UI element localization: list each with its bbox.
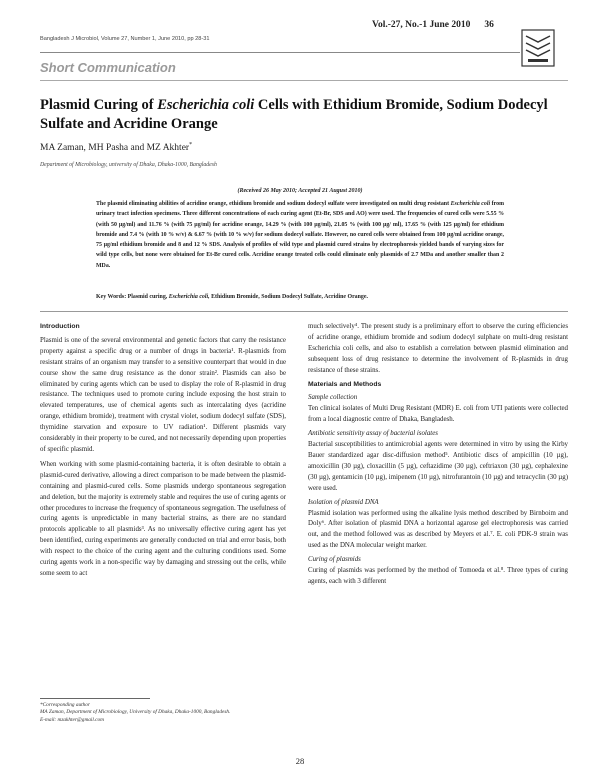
footnote-corresponding: *Corresponding author	[40, 702, 90, 708]
author-list: MA Zaman, MH Pasha and MZ Akhter*	[40, 142, 193, 154]
volume-text: Vol.-27, No.-1 June 2010	[372, 20, 471, 30]
footnote-address: MA Zaman, Department of Microbiology, University of Dhaka, Dhaka-1000, Bangladesh.	[40, 709, 231, 716]
footnote-email: E-mail: mzakhter@gmail.com	[40, 716, 105, 723]
received-dates: (Received 26 May 2010; Accepted 21 August 2010)	[237, 188, 363, 194]
sensitivity-assay-heading: Antibiotic sensitivity assay of bacterial isolates	[308, 430, 438, 438]
abstract: The plasmid eliminating abilities of acridine orange, ethidium bromide and sodium dodecyl sulfate were investigated on multi drug resistant Escherichia coli from urinary tract infection specimens. Three different concentrations of each curing agent (Et-Br, SDS and AO) were used. The frequencies of cured cells were 5.55 % (with 50 µg/ml) and 11.76 % (with 75 µg/ml) for acridine orange, 14.29 % (with 100 µg/ml), 21.05 % (with 100 µg/ ml), 17.65 % (with 125 µg/ml) for ethidium bromide and 7.4 % (with 10 % w/v) & 6.67 % (with 10 % w/v) for sodium dodecyl sulfate. However, no cured cells were obtained from 100 µg/ml acridine orange, 75 µg/ml ethidium bromide and 8 and 12 % SDS. Analysis of profiles of wild type and plasmid cured strains by electrophoresis yielded bands of varying sizes for wild type cells, but none were obtained for Et-Br cured cells. Acridine orange treated cells could eliminate only plasmids of 2.7 MDa and another smaller than 2 MDa.	[96, 201, 504, 269]
sample-collection-heading: Sample collection	[308, 394, 358, 402]
page-number: 28	[295, 756, 305, 766]
keywords: Key Words: Plasmid curing, Escherichia coli, Ethidium Bromide, Sodium Dodecyl Sulfate, Acridine Orange.	[96, 294, 368, 300]
abstract-divider	[40, 311, 568, 312]
column-left	[40, 322, 286, 580]
plasmid-curing-heading: Curing of plasmids	[308, 556, 361, 564]
introduction-paragraph-3: much selectively⁴. The present study is a preliminary effort to observe the curing efficiencies of acridine orange, ethidium bromide and sodium dodecyl sulphate on multi-drug resistant Escherichia coli cells, and also to establish a correlation between plasmid elimination and subsequent loss of drug resistance to determine the involvement of R-plasmids in drug resistance of these strains.	[308, 323, 568, 374]
footnote-divider	[40, 698, 150, 699]
section-divider	[40, 80, 568, 81]
introduction-paragraph-2: When working with some plasmid-containing bacteria, it is often desirable to obtain a plasmid-cured derivative, allowing a direct comparison to be made between the plasmid-containing and plasmid-cured cells. Some plasmids undergo spontaneous segregation and deletion, but the majority is extremely stable and requires the use of curing agents or other procedures to increase the frequency of spontaneous segregation. The usefulness of curing agents is unpredictable in many bacterial strains, as there are no standard protocols applicable to all plasmids³. As no universally effective curing agent has yet been identified, curing experiments are generally conducted on trial and error basis, both with respect to the choice of the curing agent and the culturing conditions used. Some curing agents work in a non-specific way by damaging and stressing out the cells, while some seem to act	[40, 460, 286, 577]
footnote	[40, 702, 340, 724]
header-page-number: 36	[484, 20, 494, 30]
affiliation: Department of Microbiology, university of Dhaka, Dhaka-1000, Bangladesh	[40, 162, 217, 168]
plasmid-curing-text: Curing of plasmids was performed by the method of Tomoeda et al.⁸. Three types of curing agents, each with 3 different	[308, 567, 568, 585]
introduction-paragraph-1: Plasmid is one of the several environmental and genetic factors that carry the resistance property against a specific drug or a number of drugs in bacteria¹. R-plasmids from resistant strains of an organism may transfer to a sensitive counterpart that would in due course show the same drug resistance as the donor strain². Plasmids can also be eliminated by curing agents which can be used to display the role of R-plasmid in drug resistance. The techniques used to promote curing include exposing the host strain to elevated temperatures, use of chemical agents such as intercalating dyes (acridine orange, ethidium bromide), treatment with crystal violet, sodium dodecyl sulfate (SDS), thymidine starvation and exposure to UV radiation¹. Different plasmids vary considerably in their property to be cured, and not necessarily depending upon properties of specific plasmid.	[40, 336, 286, 453]
section-label: Short Communication	[40, 60, 176, 75]
volume-header	[372, 20, 494, 30]
methods-heading: Materials and Methods	[308, 380, 382, 388]
sample-collection-text: Ten clinical isolates of Multi Drug Resistant (MDR) E. coli from UTI patients were collected from a local diagnostic centre of Dhaka, Bangladesh.	[308, 405, 568, 424]
plasmid-isolation-text: Plasmid isolation was performed using the alkaline lysis method described by Birnboim and Doly⁶. After isolation of plasmid DNA a horizontal agarose gel electrophoresis was carried out, and the method followed was as described by Meyers et al.⁷. E. coli PDK-9 strain was used as the DNA molecular weight marker.	[308, 509, 568, 550]
header-divider	[40, 52, 520, 53]
introduction-heading: Introduction	[40, 323, 80, 330]
journal-citation: Bangladesh J Microbiol, Volume 27, Number 1, June 2010, pp 28-31	[40, 36, 210, 42]
plasmid-isolation-heading: Isolation of plasmid DNA	[308, 498, 379, 506]
column-right	[308, 322, 568, 588]
journal-logo-icon	[520, 28, 556, 68]
sensitivity-assay-text: Bacterial susceptibilities to antimicrobial agents were determined in vitro by using the Kirby Bauer standardized agar disc-diffusion method⁵. Antibiotic discs of ampicillin (10 µg), amoxicillin (30 µg), cloxacillin (5 µg), ceftazidime (30 µg), ceftriaxon (30 µg), cephalexine (30 µg), gentamicin (10 µg), imipenem (10 µg), nitrofurantoin (10 µg) and tetracyclin (30 µg) were used.	[308, 441, 568, 492]
article-title: Plasmid Curing of Escherichia coli Cells with Ethidium Bromide, Sodium Dodecyl Sulfate and Acridine Orange	[40, 97, 548, 132]
